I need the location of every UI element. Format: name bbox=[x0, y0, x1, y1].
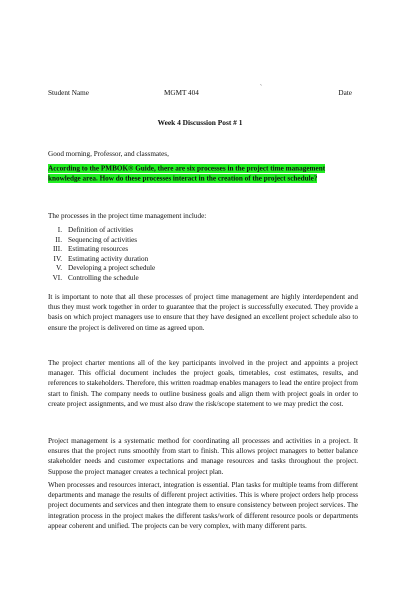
list-item-label: Controlling the schedule bbox=[68, 273, 139, 282]
body-paragraph: When processes and resources interact, integration is essential. Plan tasks for multiple teams from different departments and manage the results of different project activities. This is where project orders help process project documents and services and then integrate them to ensure consistency between project services. The integration process in the project makes the different tasks/work of different resource pools or departments appear coherent and unified. The projects can be very complex, with many different parts. bbox=[48, 481, 358, 530]
student-name-label: Student Name bbox=[48, 89, 89, 97]
list-item bbox=[48, 226, 155, 236]
page-title: Week 4 Discussion Post # 1 bbox=[157, 118, 243, 127]
list-item-number: VI. bbox=[52, 273, 62, 282]
list-item-number: III. bbox=[53, 245, 62, 254]
list-item bbox=[48, 236, 155, 246]
header-separator-mark: ` bbox=[260, 85, 262, 91]
list-item bbox=[48, 274, 155, 284]
body-paragraph: The project charter mentions all of the key participants involved in the project and appoints a project manager. This official document includes the project goals, timetables, cost estimates, results, and references to stakeholders. Therefore, this written roadmap enables managers to lead the entire project from start to finish. The company needs to outline business goals and align them with project goals in order to create project assignments, and we must also draw the risk/scope statement to we may predict the cost. bbox=[48, 359, 358, 408]
process-intro-text: The processes in the project time management include: bbox=[48, 212, 207, 220]
list-item bbox=[48, 245, 155, 255]
body-paragraph: It is important to note that all these processes of project time management are highly interdependent and thus they must work together in order to guarantee that the project is successfully executed. They provide a basis on which project managers use to ensure that they have designed an excellent project schedule also to ensure the project is delivered on time as agreed upon. bbox=[48, 293, 358, 332]
list-item-label: Estimating resources bbox=[68, 245, 129, 254]
document-header bbox=[48, 85, 352, 99]
list-item-number: I. bbox=[57, 226, 62, 234]
list-item bbox=[48, 255, 155, 265]
list-item-label: Estimating activity duration bbox=[68, 254, 149, 263]
body-paragraph: Project management is a systematic method for coordinating all processes and activities in a project. It ensures that the project runs smoothly from start to finish. This allows project managers to better balance stakeholder needs and customer expectations and manage resources and tasks throughout the project. Suppose the project manager creates a technical project plan. bbox=[48, 437, 358, 476]
date-label: Date bbox=[338, 89, 352, 97]
list-item-number: IV. bbox=[53, 254, 62, 263]
process-list bbox=[48, 226, 155, 284]
list-item-label: Sequencing of activities bbox=[68, 235, 138, 244]
discussion-question bbox=[48, 163, 348, 184]
list-item bbox=[48, 264, 155, 274]
list-item-label: Developing a project schedule bbox=[68, 264, 156, 273]
list-item-number: II. bbox=[55, 235, 62, 244]
list-item-number: V. bbox=[55, 264, 62, 273]
highlighted-question-text: According to the PMBOK® Guide, there are six processes in the project time management knowledge area. How do these processes interact in the creation of the project schedule? bbox=[48, 164, 326, 183]
course-code: MGMT 404 bbox=[164, 89, 199, 97]
list-item-label: Definition of activities bbox=[68, 226, 134, 234]
greeting-text: Good morning, Professor, and classmates, bbox=[48, 150, 169, 158]
